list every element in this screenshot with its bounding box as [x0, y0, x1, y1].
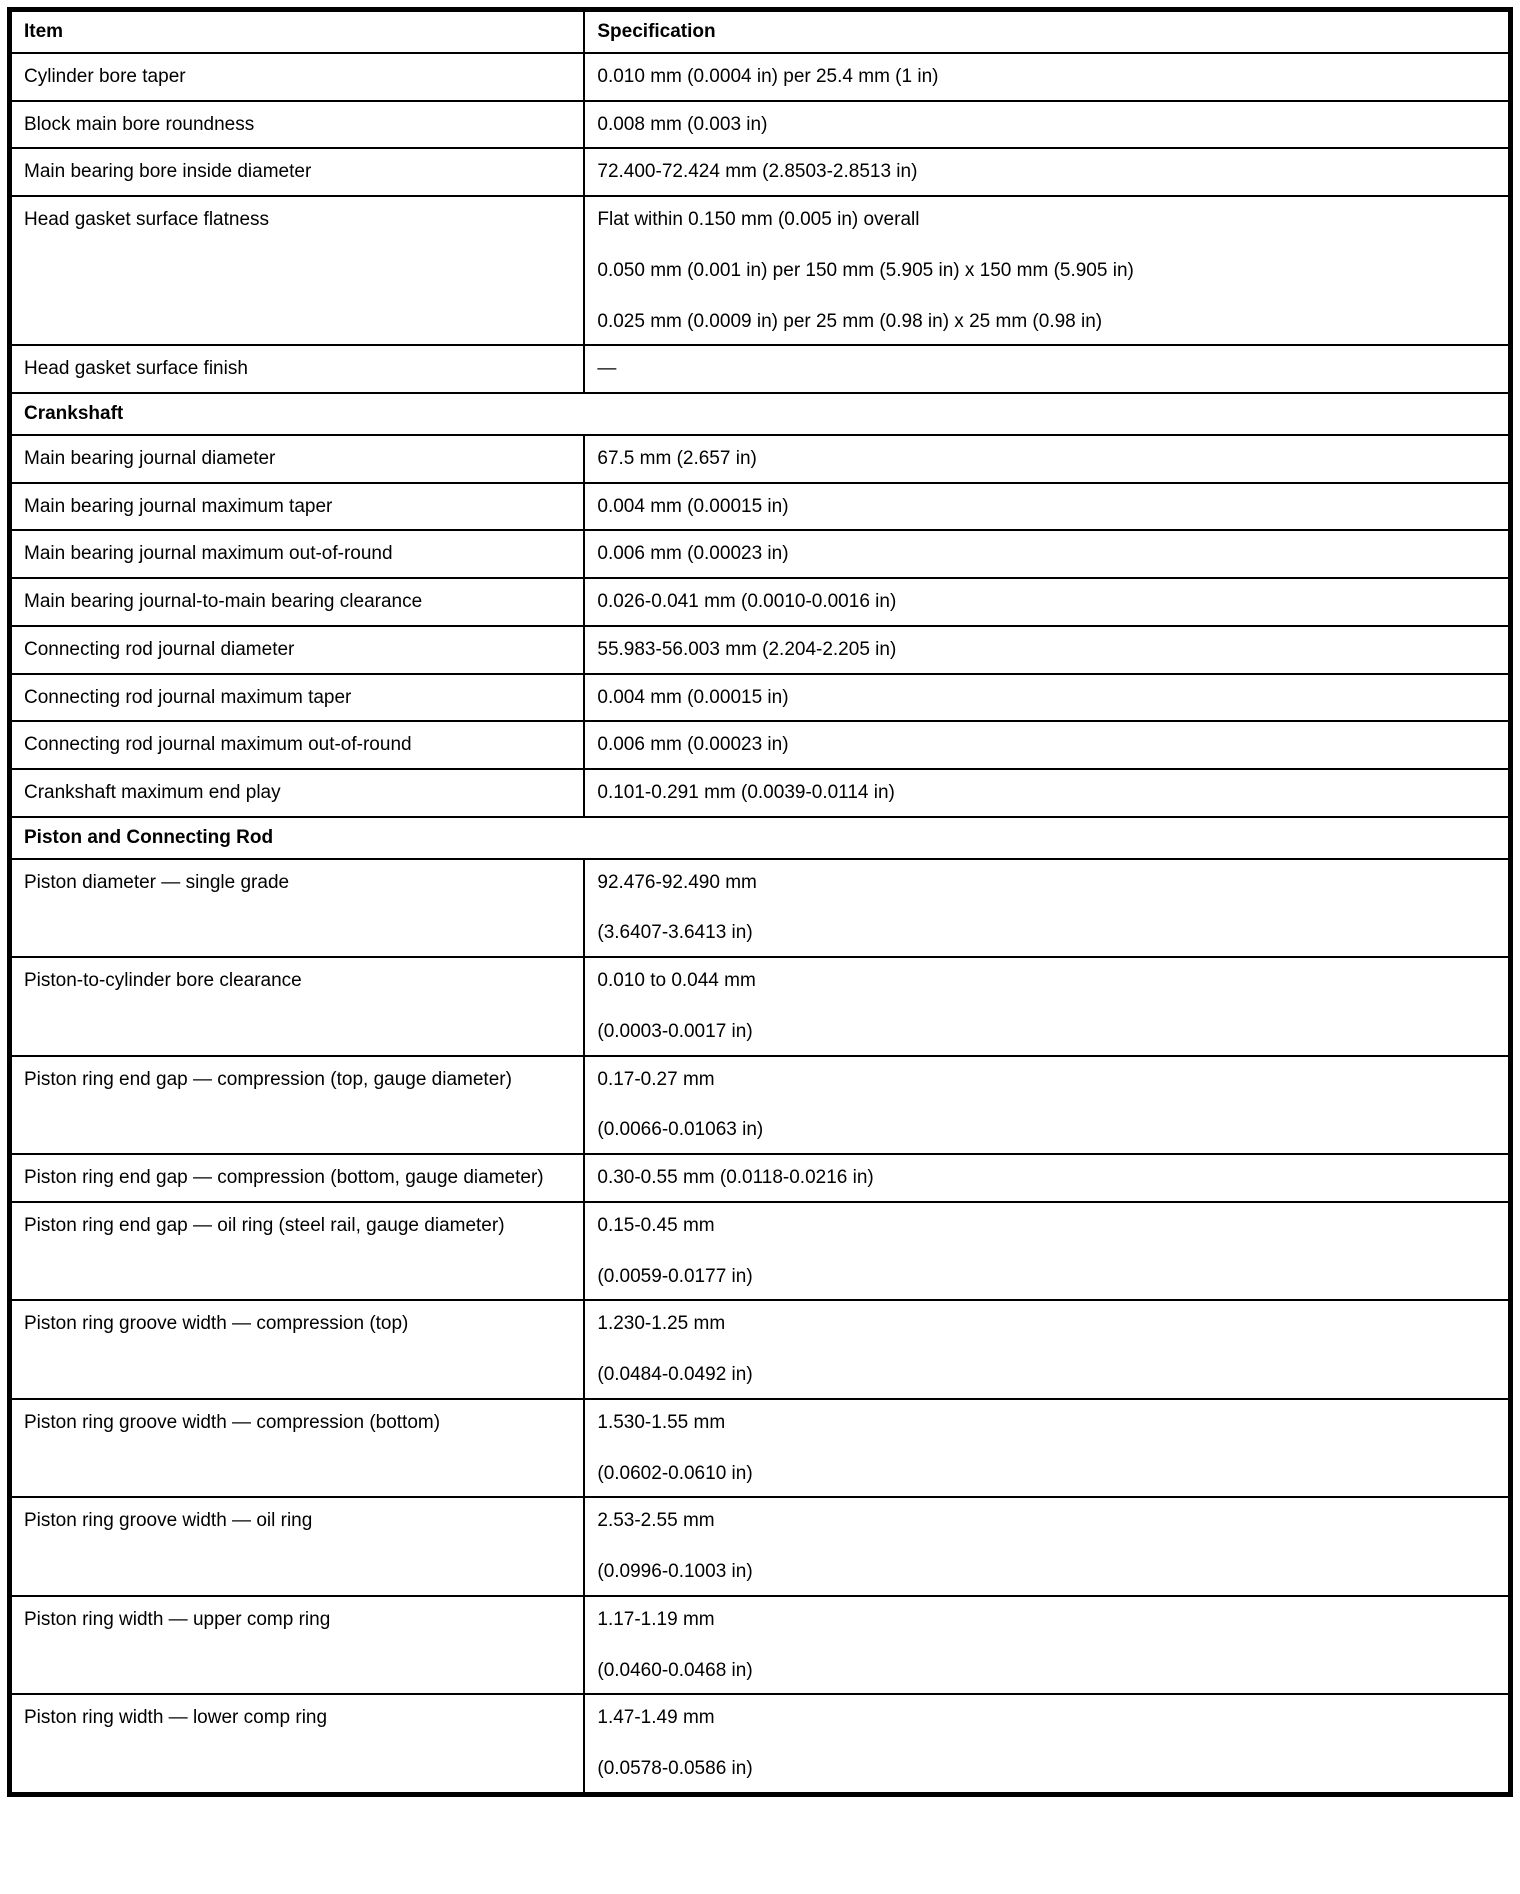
spec-line: (3.6407-3.6413 in) [597, 922, 753, 944]
column-header-item: Item [10, 10, 585, 53]
spec-cell [584, 1202, 1510, 1301]
spec-line: 1.230-1.25 mm [597, 1313, 726, 1335]
item-cell: Block main bore roundness [10, 101, 585, 149]
table-row [10, 674, 1511, 722]
table-row [10, 345, 1511, 393]
spec-cell [584, 578, 1510, 626]
spec-cell [584, 196, 1510, 345]
spec-line: 0.15-0.45 mm [597, 1214, 715, 1236]
spec-line: — [597, 358, 617, 380]
spec-line: 0.006 mm (0.00023 in) [597, 734, 789, 756]
spec-cell [584, 345, 1510, 393]
section-row [10, 393, 1511, 435]
table-row [10, 1497, 1511, 1596]
spec-line: 2.53-2.55 mm [597, 1510, 715, 1532]
spec-line: (0.0059-0.0177 in) [597, 1265, 753, 1287]
section-header: Crankshaft [10, 393, 1511, 435]
spec-cell [584, 1596, 1510, 1695]
spec-line: 92.476-92.490 mm [597, 871, 757, 893]
spec-table [7, 7, 1513, 1797]
spec-line: (0.0003-0.0017 in) [597, 1020, 753, 1042]
spec-line: 0.004 mm (0.00015 in) [597, 686, 789, 708]
table-row [10, 530, 1511, 578]
spec-line: 67.5 mm (2.657 in) [597, 447, 757, 469]
item-cell: Connecting rod journal diameter [10, 626, 585, 674]
item-cell: Cylinder bore taper [10, 53, 585, 101]
spec-line: Flat within 0.150 mm (0.005 in) overall [597, 209, 920, 230]
spec-cell [584, 1497, 1510, 1596]
spec-line: (0.0484-0.0492 in) [597, 1364, 753, 1385]
item-cell: Connecting rod journal maximum out-of-round [10, 721, 585, 769]
item-cell: Head gasket surface flatness [10, 196, 585, 345]
table-row [10, 578, 1511, 626]
item-cell: Piston ring width — lower comp ring [10, 1694, 585, 1794]
item-cell: Main bearing journal diameter [10, 435, 585, 483]
table-row [10, 721, 1511, 769]
spec-cell [584, 1154, 1510, 1202]
table-row [10, 1154, 1511, 1202]
spec-line: (0.0460-0.0468 in) [597, 1659, 753, 1681]
spec-line: 0.004 mm (0.00015 in) [597, 495, 789, 517]
item-cell: Piston ring groove width — oil ring [10, 1497, 585, 1596]
item-cell: Main bearing journal maximum out-of-round [10, 530, 585, 578]
table-row [10, 148, 1511, 196]
item-cell: Main bearing journal maximum taper [10, 483, 585, 531]
section-header: Piston and Connecting Rod [10, 817, 1511, 859]
table-header-row [10, 10, 1511, 53]
spec-cell [584, 957, 1510, 1056]
column-header-specification: Specification [584, 10, 1510, 53]
table-row [10, 196, 1511, 345]
item-cell: Piston diameter — single grade [10, 859, 585, 958]
item-cell: Piston ring groove width — compression (bottom) [10, 1399, 585, 1498]
spec-line: (0.0066-0.01063 in) [597, 1119, 764, 1141]
spec-line: 0.101-0.291 mm (0.0039-0.0114 in) [597, 782, 895, 803]
table-row [10, 483, 1511, 531]
spec-cell [584, 769, 1510, 817]
table-row [10, 769, 1511, 817]
spec-line: 0.17-0.27 mm [597, 1068, 715, 1090]
item-cell: Crankshaft maximum end play [10, 769, 585, 817]
spec-cell [584, 53, 1510, 101]
item-cell: Piston-to-cylinder bore clearance [10, 957, 585, 1056]
spec-line: 0.006 mm (0.00023 in) [597, 543, 789, 565]
spec-line: 0.026-0.041 mm (0.0010-0.0016 in) [597, 591, 897, 612]
spec-cell [584, 674, 1510, 722]
table-row [10, 626, 1511, 674]
spec-cell [584, 1694, 1510, 1794]
spec-cell [584, 1056, 1510, 1155]
spec-cell [584, 148, 1510, 196]
spec-line: 55.983-56.003 mm (2.204-2.205 in) [597, 638, 897, 660]
table-row [10, 859, 1511, 958]
item-cell: Piston ring end gap — compression (top, gauge diameter) [10, 1056, 585, 1155]
table-row [10, 1399, 1511, 1498]
table-row [10, 957, 1511, 1056]
item-cell: Head gasket surface finish [10, 345, 585, 393]
spec-line: 0.010 mm (0.0004 in) per 25.4 mm (1 in) [597, 65, 939, 87]
spec-cell [584, 530, 1510, 578]
item-cell: Piston ring groove width — compression (top) [10, 1300, 585, 1399]
spec-cell [584, 626, 1510, 674]
spec-line: 1.47-1.49 mm [597, 1707, 715, 1729]
table-row [10, 1202, 1511, 1301]
table-row [10, 1300, 1511, 1399]
table-row [10, 53, 1511, 101]
spec-table-body [10, 53, 1511, 1795]
spec-line: 1.530-1.55 mm [597, 1411, 726, 1433]
item-cell: Connecting rod journal maximum taper [10, 674, 585, 722]
item-cell: Piston ring end gap — compression (bottom, gauge diameter) [10, 1154, 585, 1202]
spec-line: 0.30-0.55 mm (0.0118-0.0216 in) [597, 1167, 874, 1188]
item-cell: Main bearing journal-to-main bearing clearance [10, 578, 585, 626]
spec-cell [584, 1399, 1510, 1498]
item-cell: Main bearing bore inside diameter [10, 148, 585, 196]
spec-line: (0.0602-0.0610 in) [597, 1462, 753, 1484]
spec-line: 0.025 mm (0.0009 in) per 25 mm (0.98 in) x 25 mm (0.98 in) [597, 310, 1103, 332]
section-row [10, 817, 1511, 859]
table-row [10, 1694, 1511, 1794]
spec-cell [584, 1300, 1510, 1399]
spec-cell [584, 435, 1510, 483]
spec-cell [584, 101, 1510, 149]
spec-line: 72.400-72.424 mm (2.8503-2.8513 in) [597, 161, 918, 183]
spec-line: 1.17-1.19 mm [597, 1608, 715, 1630]
spec-cell [584, 483, 1510, 531]
item-cell: Piston ring end gap — oil ring (steel rail, gauge diameter) [10, 1202, 585, 1301]
spec-cell [584, 859, 1510, 958]
spec-line: 0.050 mm (0.001 in) per 150 mm (5.905 in) x 150 mm (5.905 in) [597, 259, 1134, 281]
table-row [10, 435, 1511, 483]
spec-cell [584, 721, 1510, 769]
table-row [10, 1596, 1511, 1695]
spec-line: 0.008 mm (0.003 in) [597, 113, 768, 135]
spec-line: 0.010 to 0.044 mm [597, 970, 756, 991]
item-cell: Piston ring width — upper comp ring [10, 1596, 585, 1695]
spec-line: (0.0578-0.0586 in) [597, 1758, 753, 1779]
table-row [10, 101, 1511, 149]
table-row [10, 1056, 1511, 1155]
spec-line: (0.0996-0.1003 in) [597, 1561, 753, 1582]
